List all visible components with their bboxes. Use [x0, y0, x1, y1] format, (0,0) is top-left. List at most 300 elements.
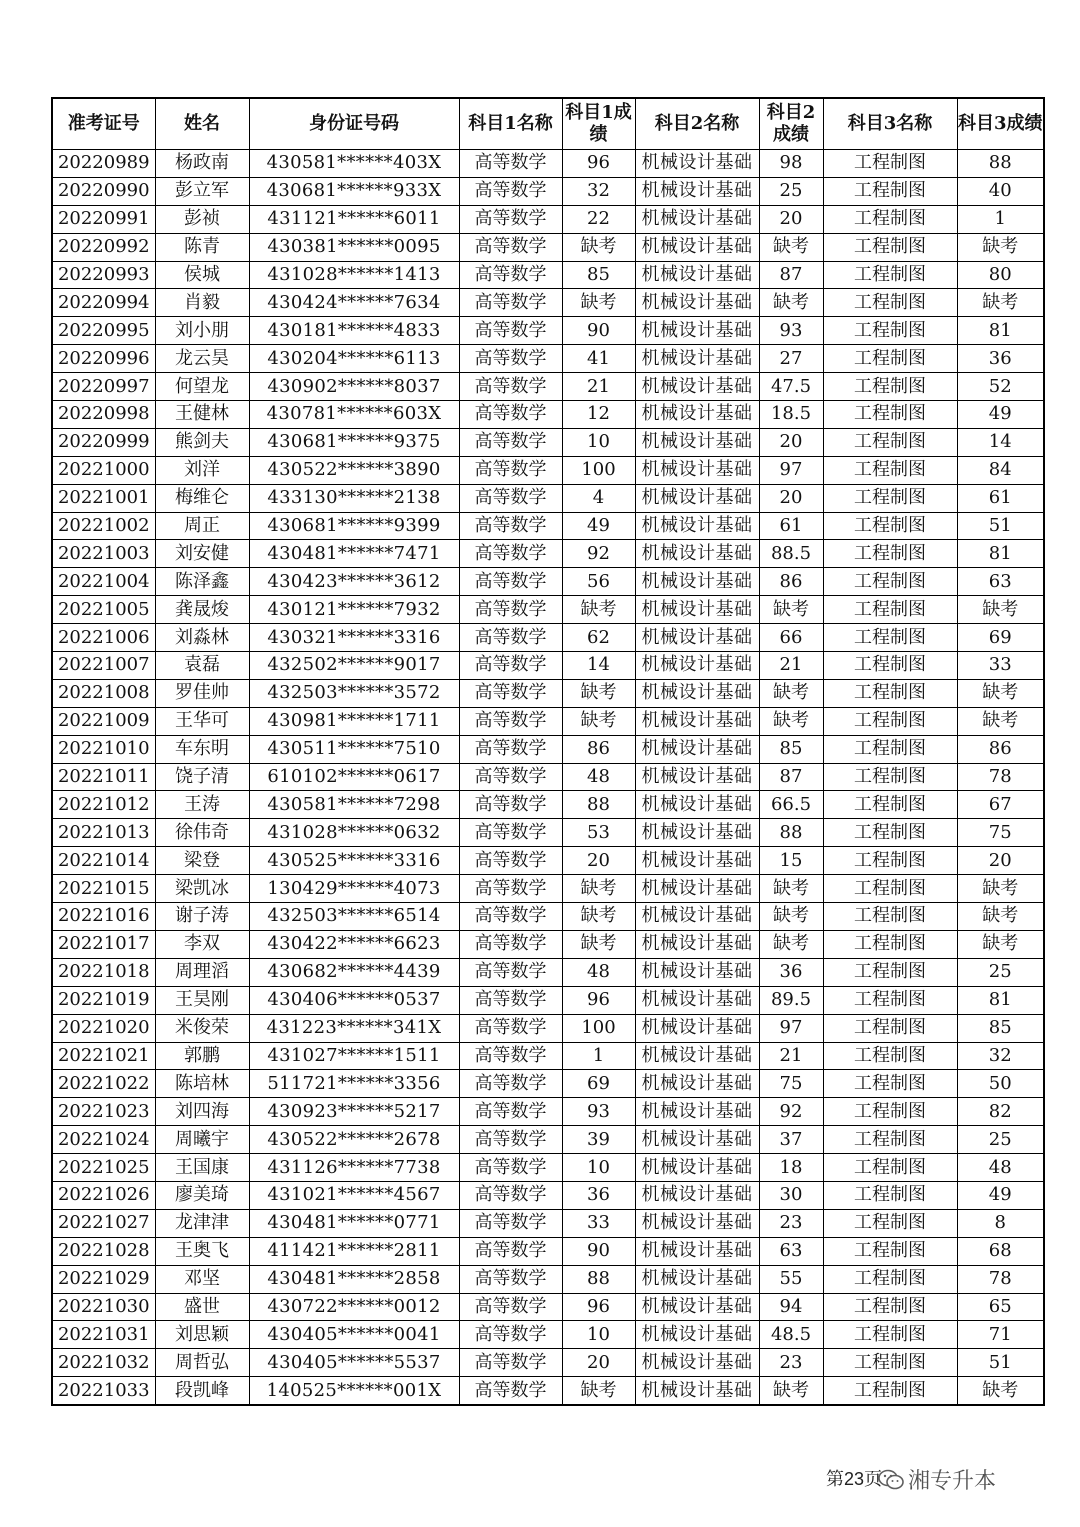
cell-subject1-score: 56 — [562, 568, 635, 596]
cell-exam-number: 20221030 — [52, 1293, 155, 1321]
cell-name: 李双 — [155, 930, 249, 958]
cell-subject1-name: 高等数学 — [459, 261, 562, 289]
table-row — [52, 428, 1044, 456]
cell-subject2-score: 87 — [759, 261, 823, 289]
cell-subject3-score: 51 — [957, 512, 1044, 540]
cell-subject1-score: 10 — [562, 428, 635, 456]
cell-exam-number: 20221031 — [52, 1321, 155, 1349]
cell-subject2-score: 30 — [759, 1181, 823, 1209]
cell-subject2-score: 20 — [759, 428, 823, 456]
cell-subject3-name: 工程制图 — [823, 986, 957, 1014]
cell-subject2-name: 机械设计基础 — [635, 875, 759, 903]
cell-exam-number: 20221026 — [52, 1181, 155, 1209]
cell-subject3-name: 工程制图 — [823, 512, 957, 540]
cell-exam-number: 20220993 — [52, 261, 155, 289]
cell-subject2-name: 机械设计基础 — [635, 540, 759, 568]
cell-id-number: 430481******0771 — [249, 1209, 459, 1237]
cell-subject1-name: 高等数学 — [459, 1293, 562, 1321]
table-row — [52, 679, 1044, 707]
cell-subject3-score: 缺考 — [957, 289, 1044, 317]
cell-subject1-score: 100 — [562, 456, 635, 484]
cell-subject1-name: 高等数学 — [459, 1209, 562, 1237]
cell-subject3-name: 工程制图 — [823, 847, 957, 875]
cell-subject1-name: 高等数学 — [459, 707, 562, 735]
cell-exam-number: 20221009 — [52, 707, 155, 735]
table-row — [52, 903, 1044, 931]
cell-subject2-name: 机械设计基础 — [635, 428, 759, 456]
cell-subject1-score: 48 — [562, 763, 635, 791]
cell-subject1-name: 高等数学 — [459, 735, 562, 763]
cell-subject3-name: 工程制图 — [823, 1209, 957, 1237]
table-row — [52, 512, 1044, 540]
cell-subject3-score: 缺考 — [957, 903, 1044, 931]
cell-name: 盛世 — [155, 1293, 249, 1321]
table-row — [52, 1293, 1044, 1321]
cell-name: 徐伟奇 — [155, 819, 249, 847]
cell-subject1-score: 14 — [562, 652, 635, 680]
cell-subject1-score: 缺考 — [562, 289, 635, 317]
cell-subject2-score: 88 — [759, 819, 823, 847]
cell-subject3-name: 工程制图 — [823, 233, 957, 261]
cell-subject3-name: 工程制图 — [823, 1349, 957, 1377]
cell-name: 彭祯 — [155, 205, 249, 233]
table-row — [52, 540, 1044, 568]
cell-subject1-name: 高等数学 — [459, 1070, 562, 1098]
table-row — [52, 1237, 1044, 1265]
cell-exam-number: 20221012 — [52, 791, 155, 819]
cell-subject3-name: 工程制图 — [823, 930, 957, 958]
cell-subject2-score: 18.5 — [759, 401, 823, 429]
cell-subject3-name: 工程制图 — [823, 317, 957, 345]
cell-subject3-score: 40 — [957, 177, 1044, 205]
cell-exam-number: 20221011 — [52, 763, 155, 791]
cell-subject3-score: 81 — [957, 317, 1044, 345]
cell-subject2-score: 97 — [759, 456, 823, 484]
cell-subject2-name: 机械设计基础 — [635, 1070, 759, 1098]
cell-id-number: 430481******2858 — [249, 1265, 459, 1293]
cell-subject1-score: 20 — [562, 847, 635, 875]
cell-id-number: 430204******6113 — [249, 345, 459, 373]
cell-id-number: 430682******4439 — [249, 958, 459, 986]
cell-exam-number: 20221015 — [52, 875, 155, 903]
cell-subject3-score: 63 — [957, 568, 1044, 596]
score-table — [51, 97, 1045, 1406]
table-row — [52, 847, 1044, 875]
cell-exam-number: 20221006 — [52, 624, 155, 652]
cell-subject1-name: 高等数学 — [459, 540, 562, 568]
cell-id-number: 511721******3356 — [249, 1070, 459, 1098]
cell-subject3-score: 71 — [957, 1321, 1044, 1349]
cell-id-number: 430522******3890 — [249, 456, 459, 484]
table-row — [52, 763, 1044, 791]
cell-id-number: 411421******2811 — [249, 1237, 459, 1265]
cell-id-number: 430681******9399 — [249, 512, 459, 540]
cell-subject3-score: 缺考 — [957, 930, 1044, 958]
cell-subject2-name: 机械设计基础 — [635, 1237, 759, 1265]
cell-id-number: 430181******4833 — [249, 317, 459, 345]
cell-subject3-score: 68 — [957, 1237, 1044, 1265]
table-row — [52, 819, 1044, 847]
cell-subject2-score: 55 — [759, 1265, 823, 1293]
cell-subject2-name: 机械设计基础 — [635, 1014, 759, 1042]
cell-name: 饶子清 — [155, 763, 249, 791]
cell-subject3-score: 78 — [957, 763, 1044, 791]
cell-subject1-score: 10 — [562, 1321, 635, 1349]
cell-name: 陈青 — [155, 233, 249, 261]
cell-exam-number: 20221010 — [52, 735, 155, 763]
cell-subject2-name: 机械设计基础 — [635, 596, 759, 624]
cell-subject1-name: 高等数学 — [459, 373, 562, 401]
cell-id-number: 430321******3316 — [249, 624, 459, 652]
cell-subject1-score: 90 — [562, 1237, 635, 1265]
cell-subject3-score: 85 — [957, 1014, 1044, 1042]
cell-exam-number: 20221021 — [52, 1042, 155, 1070]
cell-subject3-score: 33 — [957, 652, 1044, 680]
cell-id-number: 430923******5217 — [249, 1098, 459, 1126]
cell-subject3-score: 缺考 — [957, 707, 1044, 735]
cell-name: 侯城 — [155, 261, 249, 289]
table-row — [52, 456, 1044, 484]
cell-subject2-score: 36 — [759, 958, 823, 986]
cell-subject3-name: 工程制图 — [823, 1070, 957, 1098]
cell-id-number: 432502******9017 — [249, 652, 459, 680]
cell-subject1-name: 高等数学 — [459, 345, 562, 373]
cell-subject2-name: 机械设计基础 — [635, 986, 759, 1014]
cell-name: 王奥飞 — [155, 1237, 249, 1265]
cell-id-number: 430981******1711 — [249, 707, 459, 735]
header-subject2-name: 科目2名称 — [635, 98, 759, 150]
cell-exam-number: 20221018 — [52, 958, 155, 986]
cell-subject2-name: 机械设计基础 — [635, 1377, 759, 1405]
cell-subject2-score: 20 — [759, 484, 823, 512]
cell-subject3-score: 49 — [957, 401, 1044, 429]
cell-exam-number: 20220997 — [52, 373, 155, 401]
cell-subject2-name: 机械设计基础 — [635, 1265, 759, 1293]
cell-subject1-name: 高等数学 — [459, 1154, 562, 1182]
cell-id-number: 430525******3316 — [249, 847, 459, 875]
table-row — [52, 1181, 1044, 1209]
cell-subject2-name: 机械设计基础 — [635, 652, 759, 680]
cell-subject3-score: 缺考 — [957, 875, 1044, 903]
cell-subject1-score: 85 — [562, 261, 635, 289]
cell-subject2-name: 机械设计基础 — [635, 903, 759, 931]
cell-subject2-score: 20 — [759, 205, 823, 233]
table-row — [52, 930, 1044, 958]
cell-id-number: 433130******2138 — [249, 484, 459, 512]
table-row — [52, 373, 1044, 401]
cell-subject2-score: 缺考 — [759, 679, 823, 707]
cell-exam-number: 20221017 — [52, 930, 155, 958]
cell-name: 彭立军 — [155, 177, 249, 205]
cell-subject1-name: 高等数学 — [459, 205, 562, 233]
cell-name: 梁登 — [155, 847, 249, 875]
cell-name: 刘四海 — [155, 1098, 249, 1126]
cell-subject3-score: 48 — [957, 1154, 1044, 1182]
cell-subject2-score: 97 — [759, 1014, 823, 1042]
cell-subject1-name: 高等数学 — [459, 484, 562, 512]
cell-name: 周曦宇 — [155, 1126, 249, 1154]
cell-exam-number: 20220999 — [52, 428, 155, 456]
cell-subject3-score: 缺考 — [957, 233, 1044, 261]
cell-subject2-name: 机械设计基础 — [635, 1321, 759, 1349]
cell-subject1-name: 高等数学 — [459, 150, 562, 178]
table-row — [52, 596, 1044, 624]
cell-exam-number: 20221020 — [52, 1014, 155, 1042]
cell-subject1-name: 高等数学 — [459, 1014, 562, 1042]
cell-id-number: 430424******7634 — [249, 289, 459, 317]
cell-subject1-name: 高等数学 — [459, 1042, 562, 1070]
cell-name: 米俊荣 — [155, 1014, 249, 1042]
table-row — [52, 875, 1044, 903]
cell-subject2-name: 机械设计基础 — [635, 401, 759, 429]
cell-subject1-name: 高等数学 — [459, 1237, 562, 1265]
cell-name: 刘安健 — [155, 540, 249, 568]
cell-subject1-score: 96 — [562, 986, 635, 1014]
cell-id-number: 431028******0632 — [249, 819, 459, 847]
cell-subject2-name: 机械设计基础 — [635, 958, 759, 986]
cell-exam-number: 20221027 — [52, 1209, 155, 1237]
cell-id-number: 430681******9375 — [249, 428, 459, 456]
cell-exam-number: 20220990 — [52, 177, 155, 205]
cell-subject1-name: 高等数学 — [459, 568, 562, 596]
cell-subject2-name: 机械设计基础 — [635, 1098, 759, 1126]
cell-subject3-name: 工程制图 — [823, 707, 957, 735]
table-row — [52, 205, 1044, 233]
cell-name: 邓坚 — [155, 1265, 249, 1293]
cell-subject3-name: 工程制图 — [823, 177, 957, 205]
cell-subject1-name: 高等数学 — [459, 456, 562, 484]
cell-subject1-score: 88 — [562, 1265, 635, 1293]
cell-id-number: 430381******0095 — [249, 233, 459, 261]
cell-subject2-name: 机械设计基础 — [635, 456, 759, 484]
cell-subject3-name: 工程制图 — [823, 205, 957, 233]
cell-subject2-name: 机械设计基础 — [635, 735, 759, 763]
cell-subject3-score: 32 — [957, 1042, 1044, 1070]
cell-subject3-name: 工程制图 — [823, 568, 957, 596]
cell-subject1-name: 高等数学 — [459, 819, 562, 847]
cell-subject3-name: 工程制图 — [823, 958, 957, 986]
cell-subject2-score: 48.5 — [759, 1321, 823, 1349]
cell-exam-number: 20220995 — [52, 317, 155, 345]
cell-name: 郭鹏 — [155, 1042, 249, 1070]
header-id-number: 身份证号码 — [249, 98, 459, 150]
cell-id-number: 430405******5537 — [249, 1349, 459, 1377]
watermark — [878, 1464, 996, 1495]
cell-id-number: 432503******6514 — [249, 903, 459, 931]
table-row — [52, 401, 1044, 429]
cell-subject2-name: 机械设计基础 — [635, 1293, 759, 1321]
header-subject1-name: 科目1名称 — [459, 98, 562, 150]
cell-subject2-score: 18 — [759, 1154, 823, 1182]
cell-id-number: 430581******403X — [249, 150, 459, 178]
cell-exam-number: 20221016 — [52, 903, 155, 931]
cell-name: 王华可 — [155, 707, 249, 735]
cell-name: 肖毅 — [155, 289, 249, 317]
cell-subject1-score: 93 — [562, 1098, 635, 1126]
cell-subject3-score: 61 — [957, 484, 1044, 512]
cell-name: 梁凯冰 — [155, 875, 249, 903]
cell-id-number: 430121******7932 — [249, 596, 459, 624]
table-row — [52, 1070, 1044, 1098]
cell-id-number: 431126******7738 — [249, 1154, 459, 1182]
cell-subject3-name: 工程制图 — [823, 1377, 957, 1405]
cell-id-number: 430405******0041 — [249, 1321, 459, 1349]
cell-id-number: 610102******0617 — [249, 763, 459, 791]
cell-subject1-score: 53 — [562, 819, 635, 847]
cell-subject3-name: 工程制图 — [823, 875, 957, 903]
cell-subject3-score: 缺考 — [957, 1377, 1044, 1405]
cell-subject1-score: 21 — [562, 373, 635, 401]
cell-name: 周哲弘 — [155, 1349, 249, 1377]
header-row — [52, 98, 1044, 150]
cell-subject3-name: 工程制图 — [823, 484, 957, 512]
cell-name: 罗佳帅 — [155, 679, 249, 707]
cell-subject1-score: 10 — [562, 1154, 635, 1182]
cell-subject2-name: 机械设计基础 — [635, 791, 759, 819]
cell-subject2-score: 98 — [759, 150, 823, 178]
cell-subject3-score: 51 — [957, 1349, 1044, 1377]
cell-subject2-score: 94 — [759, 1293, 823, 1321]
cell-subject1-score: 1 — [562, 1042, 635, 1070]
cell-exam-number: 20221000 — [52, 456, 155, 484]
cell-subject3-score: 49 — [957, 1181, 1044, 1209]
cell-name: 熊剑夫 — [155, 428, 249, 456]
cell-id-number: 430681******933X — [249, 177, 459, 205]
cell-subject3-name: 工程制图 — [823, 1265, 957, 1293]
cell-subject2-score: 75 — [759, 1070, 823, 1098]
cell-subject1-score: 48 — [562, 958, 635, 986]
header-name: 姓名 — [155, 98, 249, 150]
table-row — [52, 791, 1044, 819]
cell-id-number: 431121******6011 — [249, 205, 459, 233]
cell-name: 刘小朋 — [155, 317, 249, 345]
cell-exam-number: 20221032 — [52, 1349, 155, 1377]
table-row — [52, 1209, 1044, 1237]
cell-subject1-name: 高等数学 — [459, 652, 562, 680]
cell-exam-number: 20221001 — [52, 484, 155, 512]
cell-subject3-name: 工程制图 — [823, 791, 957, 819]
cell-subject3-name: 工程制图 — [823, 1181, 957, 1209]
cell-subject3-name: 工程制图 — [823, 596, 957, 624]
cell-subject1-score: 20 — [562, 1349, 635, 1377]
header-subject1-score: 科目1成绩 — [562, 98, 635, 150]
table-row — [52, 484, 1044, 512]
table-row — [52, 624, 1044, 652]
cell-subject2-score: 缺考 — [759, 875, 823, 903]
cell-subject3-name: 工程制图 — [823, 1014, 957, 1042]
cell-subject2-score: 88.5 — [759, 540, 823, 568]
cell-subject2-score: 47.5 — [759, 373, 823, 401]
cell-subject2-name: 机械设计基础 — [635, 707, 759, 735]
cell-subject2-name: 机械设计基础 — [635, 484, 759, 512]
cell-subject1-name: 高等数学 — [459, 1349, 562, 1377]
table-row — [52, 1321, 1044, 1349]
cell-id-number: 130429******4073 — [249, 875, 459, 903]
table-row — [52, 1042, 1044, 1070]
cell-subject2-name: 机械设计基础 — [635, 1209, 759, 1237]
cell-subject2-name: 机械设计基础 — [635, 317, 759, 345]
table-row — [52, 317, 1044, 345]
cell-id-number: 430522******2678 — [249, 1126, 459, 1154]
cell-name: 王国康 — [155, 1154, 249, 1182]
cell-subject3-name: 工程制图 — [823, 1042, 957, 1070]
cell-name: 周理滔 — [155, 958, 249, 986]
cell-subject2-name: 机械设计基础 — [635, 1181, 759, 1209]
table-row — [52, 289, 1044, 317]
cell-subject1-score: 12 — [562, 401, 635, 429]
cell-exam-number: 20221003 — [52, 540, 155, 568]
cell-subject3-name: 工程制图 — [823, 1126, 957, 1154]
cell-subject2-score: 21 — [759, 1042, 823, 1070]
cell-subject3-score: 20 — [957, 847, 1044, 875]
cell-subject3-score: 75 — [957, 819, 1044, 847]
watermark-text: 湘专升本 — [908, 1468, 997, 1493]
cell-subject2-name: 机械设计基础 — [635, 373, 759, 401]
cell-name: 谢子涛 — [155, 903, 249, 931]
cell-id-number: 430722******0012 — [249, 1293, 459, 1321]
cell-subject3-name: 工程制图 — [823, 150, 957, 178]
cell-subject2-score: 61 — [759, 512, 823, 540]
cell-subject1-score: 缺考 — [562, 707, 635, 735]
cell-subject3-name: 工程制图 — [823, 261, 957, 289]
cell-subject1-score: 96 — [562, 1293, 635, 1321]
cell-subject1-name: 高等数学 — [459, 1321, 562, 1349]
cell-subject2-name: 机械设计基础 — [635, 1349, 759, 1377]
table-row — [52, 1098, 1044, 1126]
cell-subject3-score: 缺考 — [957, 596, 1044, 624]
cell-subject1-score: 缺考 — [562, 875, 635, 903]
cell-subject2-score: 66 — [759, 624, 823, 652]
cell-exam-number: 20221024 — [52, 1126, 155, 1154]
cell-subject1-name: 高等数学 — [459, 1265, 562, 1293]
cell-name: 刘淼林 — [155, 624, 249, 652]
cell-subject2-score: 89.5 — [759, 986, 823, 1014]
cell-name: 梅维仑 — [155, 484, 249, 512]
table-row — [52, 986, 1044, 1014]
cell-subject3-score: 65 — [957, 1293, 1044, 1321]
cell-id-number: 431027******1511 — [249, 1042, 459, 1070]
cell-subject1-name: 高等数学 — [459, 1098, 562, 1126]
cell-exam-number: 20220994 — [52, 289, 155, 317]
cell-subject2-score: 25 — [759, 177, 823, 205]
cell-exam-number: 20221025 — [52, 1154, 155, 1182]
table-row — [52, 150, 1044, 178]
header-subject3-name: 科目3名称 — [823, 98, 957, 150]
cell-subject3-name: 工程制图 — [823, 1237, 957, 1265]
cell-subject2-name: 机械设计基础 — [635, 679, 759, 707]
cell-subject1-score: 86 — [562, 735, 635, 763]
cell-name: 王涛 — [155, 791, 249, 819]
cell-exam-number: 20221029 — [52, 1265, 155, 1293]
cell-subject2-score: 缺考 — [759, 903, 823, 931]
cell-subject1-score: 33 — [562, 1209, 635, 1237]
cell-subject3-score: 84 — [957, 456, 1044, 484]
cell-subject2-score: 66.5 — [759, 791, 823, 819]
cell-subject1-name: 高等数学 — [459, 512, 562, 540]
cell-subject2-score: 缺考 — [759, 596, 823, 624]
cell-subject2-name: 机械设计基础 — [635, 205, 759, 233]
cell-subject3-name: 工程制图 — [823, 289, 957, 317]
cell-subject2-name: 机械设计基础 — [635, 150, 759, 178]
cell-exam-number: 20221008 — [52, 679, 155, 707]
cell-subject3-score: 78 — [957, 1265, 1044, 1293]
cell-subject2-score: 缺考 — [759, 233, 823, 261]
cell-name: 段凯峰 — [155, 1377, 249, 1405]
cell-subject1-score: 缺考 — [562, 903, 635, 931]
cell-name: 陈泽鑫 — [155, 568, 249, 596]
cell-id-number: 430422******6623 — [249, 930, 459, 958]
cell-subject1-name: 高等数学 — [459, 958, 562, 986]
